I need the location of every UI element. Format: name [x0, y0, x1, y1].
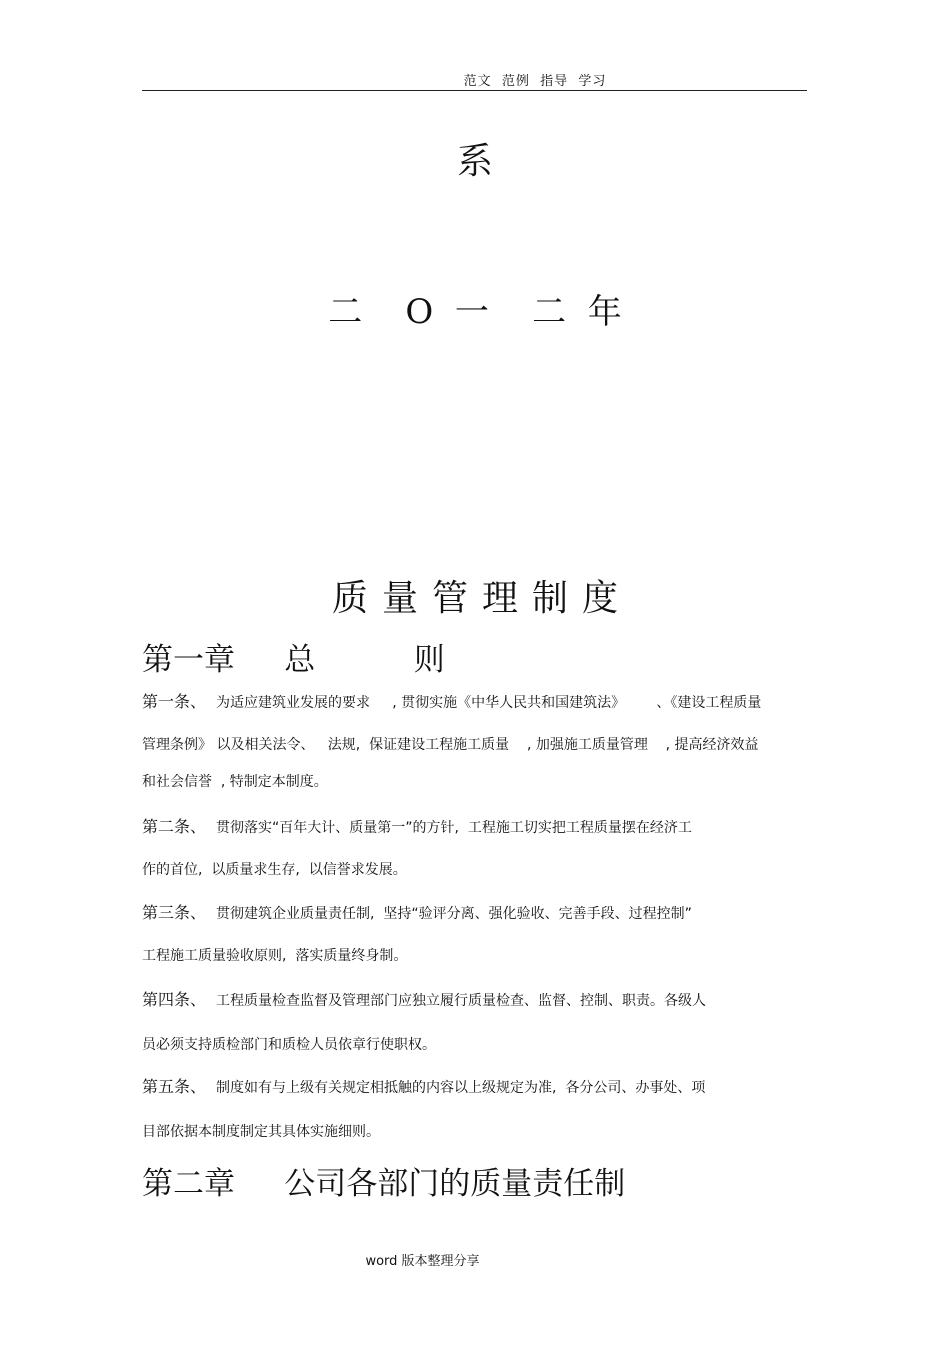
article-5-line-1 [142, 1077, 807, 1098]
article-2-text-1: 贯彻落实“百年大计、质量第一”的方针, 工程施工切实把工程质量摆在经济工 [216, 820, 692, 836]
article-1-line-3: 和社会信誉 , 特制定本制度。 [142, 774, 328, 790]
article-1-line-1 [142, 692, 807, 713]
article-3-line-1 [142, 903, 807, 924]
chapter-heading-1: 第一章 总 则 [142, 642, 445, 678]
article-3-label: 第三条、 [142, 903, 207, 922]
header-rule [142, 90, 807, 91]
article-3-text-1: 贯彻建筑企业质量责任制, 坚持“验评分离、强化验收、完善手段、过程控制” [216, 906, 692, 922]
article-4-text-1: 工程质量检查监督及管理部门应独立履行质量检查、监督、控制、职责。各级人 [216, 993, 707, 1009]
article-2-line-1 [142, 817, 807, 838]
page-footer: word 版本整理分享 [365, 1254, 480, 1269]
chapter-heading-2: 第二章 公司各部门的质量责任制 [142, 1166, 626, 1202]
article-2-label: 第二条、 [142, 817, 207, 836]
article-1-label: 第一条、 [142, 692, 207, 711]
article-1-line-2: 管理条例》 以及相关法令、 法规, 保证建设工程施工质量 , 加强施工质量管理 , 提高经济效益 [142, 737, 759, 753]
article-5-line-2: 目部依据本制度制定其具体实施细则。 [142, 1124, 380, 1140]
article-1-text-1: 为适应建筑业发展的要求 , 贯彻实施《中华人民共和国建筑法》 、《建设工程质量 [216, 695, 762, 711]
year-line: 二 O 一 二 年 [328, 292, 622, 332]
article-4-line-2: 员必须支持质检部门和质检人员依章行使职权。 [142, 1037, 436, 1053]
article-3-line-2: 工程施工质量验收原则, 落实质量终身制。 [142, 948, 408, 964]
article-2-line-2: 作的首位, 以质量求生存, 以信誉求发展。 [142, 862, 407, 878]
article-4-label: 第四条、 [142, 990, 207, 1009]
document-title: 质量管理制度 [331, 578, 632, 619]
page-header: 范文 范例 指导 学习 [463, 74, 607, 89]
article-5-label: 第五条、 [142, 1077, 207, 1096]
article-5-text-1: 制度如有与上级有关规定相抵触的内容以上级规定为准, 各分公司、办事处、项 [216, 1080, 706, 1096]
title-fragment: 系 [456, 141, 493, 182]
article-4-line-1 [142, 990, 807, 1011]
